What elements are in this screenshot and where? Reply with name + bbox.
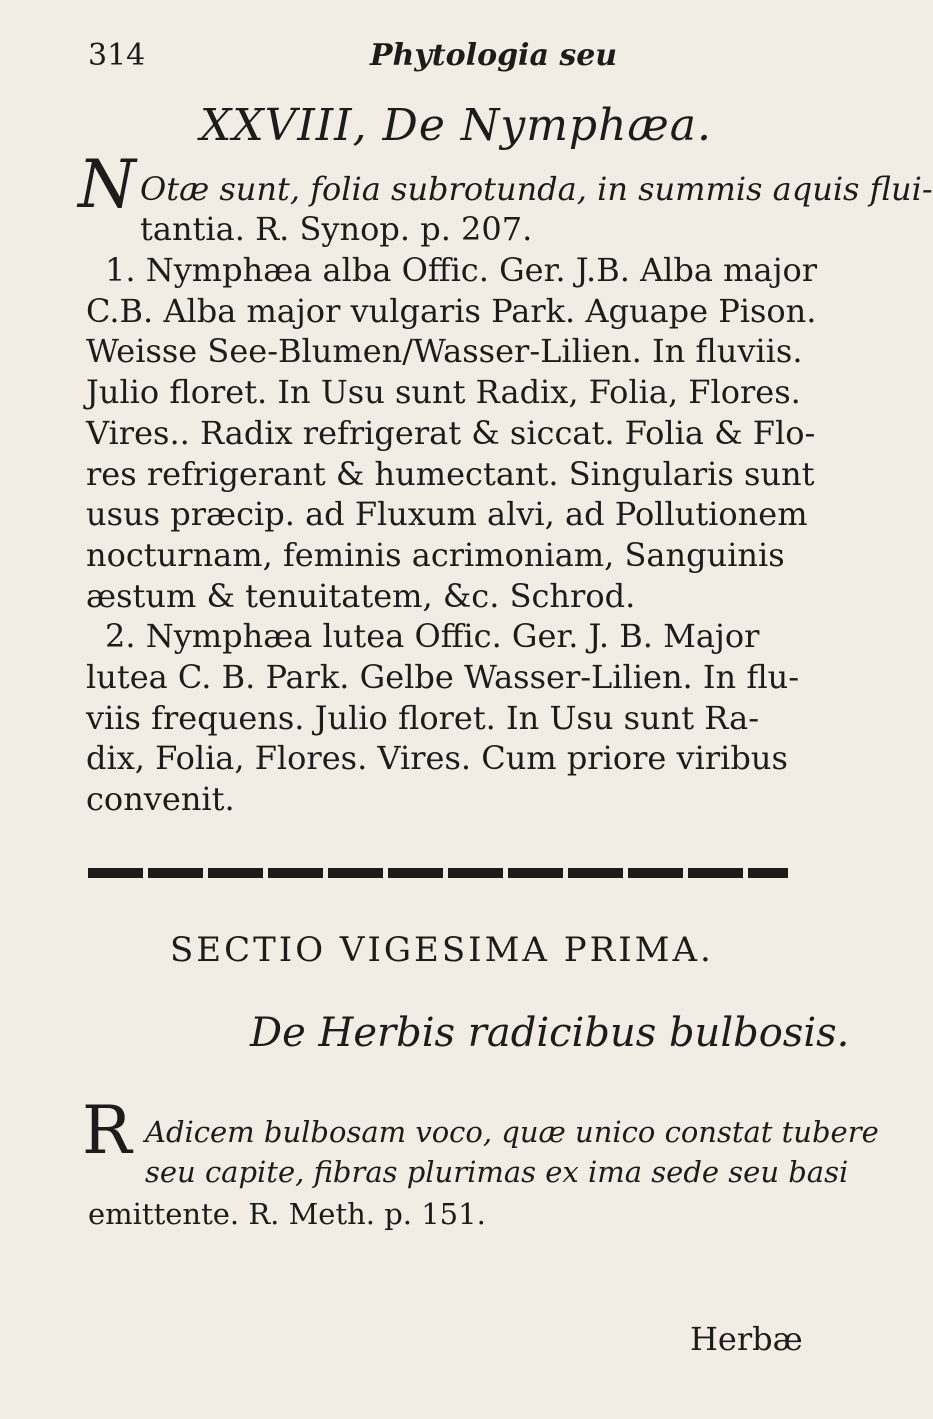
entry-line: 2. Nymphæa lutea Offic. Ger. J. B. Major <box>105 617 760 655</box>
definition-line: seu capite, fibras plurimas ex ima sede seu basi <box>145 1155 849 1189</box>
page-number: 314 <box>88 38 146 73</box>
entry-line: 1. Nymphæa alba Offic. Ger. J.B. Alba major <box>105 251 818 289</box>
catchword: Herbæ <box>690 1320 803 1358</box>
entry-line: viis frequens. Julio floret. In Usu sunt Ra- <box>86 699 759 737</box>
entry-line: res refrigerant & humectant. Singularis sunt <box>86 455 815 493</box>
intro-dropcap: N <box>78 146 136 223</box>
definition-line: emittente. R. Meth. p. 151. <box>88 1197 486 1231</box>
entry-line: Julio floret. In Usu sunt Radix, Folia, Flores. <box>86 373 801 411</box>
entry-line: Weisse See-Blumen/Wasser-Lilien. In fluviis. <box>86 332 803 370</box>
entry-line: usus præcip. ad Fluxum alvi, ad Pollutionem <box>86 495 808 533</box>
intro-line: Otæ sunt, folia subrotunda, in summis aquis flui- <box>140 170 933 208</box>
entry-line: convenit. <box>86 780 235 818</box>
running-head: Phytologia seu <box>370 38 618 73</box>
definition-line: Adicem bulbosam voco, quæ unico constat tubere <box>145 1115 879 1149</box>
ornamental-rule <box>88 868 788 878</box>
entry-line: nocturnam, feminis acrimoniam, Sanguinis <box>86 536 785 574</box>
section-title: SECTIO VIGESIMA PRIMA. <box>170 930 714 970</box>
entry-line: C.B. Alba major vulgaris Park. Aguape Pison. <box>86 292 817 330</box>
entry-line: lutea C. B. Park. Gelbe Wasser-Lilien. In flu- <box>86 658 800 696</box>
section-subtitle: De Herbis radicibus bulbosis. <box>250 1010 850 1056</box>
radix-dropcap: R <box>82 1092 132 1169</box>
entry-line: Vires.. Radix refrigerat & siccat. Folia & Flo- <box>86 414 816 452</box>
entry-line: æstum & tenuitatem, &c. Schrod. <box>86 577 636 615</box>
entry-line: dix, Folia, Flores. Vires. Cum priore viribus <box>86 739 788 777</box>
chapter-heading: XXVIII, De Nymphæa. <box>200 100 713 151</box>
intro-line: tantia. R. Synop. p. 207. <box>140 210 533 248</box>
